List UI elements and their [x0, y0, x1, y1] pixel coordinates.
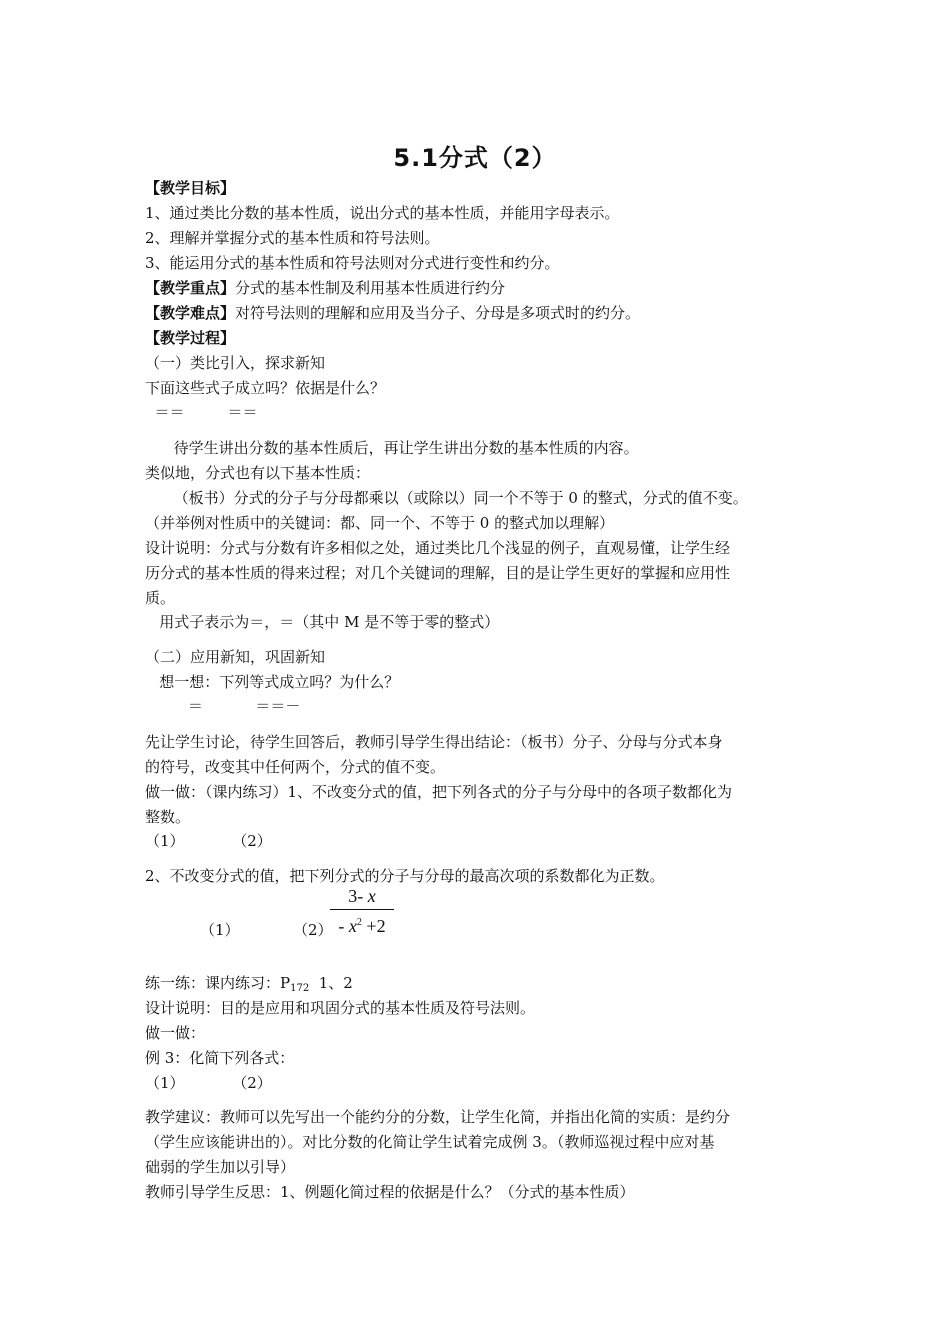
paragraph: 2、不改变分式的值，把下列分式的分子与分母的最高次项的系数都化为正数。 — [145, 867, 665, 885]
paragraph: 用式子表示为＝，＝（其中 M 是不等于零的整式） — [145, 613, 500, 631]
equation-line: ＝＝ ＝＝ — [145, 403, 258, 421]
paragraph: 先让学生讨论，待学生回答后，教师引导学生得出结论：（板书）分子、分母与分式本身 — [145, 733, 723, 751]
paragraph: 教学建议：教师可以先写出一个能约分的分数，让学生化简，并指出化简的实质：是约分 — [145, 1108, 731, 1126]
exercise-label-2: （2） — [293, 921, 333, 939]
objective-1: 1、通过类比分数的基本性质，说出分式的基本性质，并能用字母表示。 — [145, 204, 620, 222]
subsection-1-title: （一）类比引入，探求新知 — [145, 354, 326, 372]
section-heading-objectives: 【教学目标】 — [145, 179, 236, 197]
section-heading-difficulty: 【教学难点】 — [145, 304, 236, 322]
practice-line: 练一练：课内练习：$P_{172}$ 1、2 — [145, 974, 353, 994]
key-point-text: 分式的基本性制及利用基本性质进行约分 — [235, 279, 506, 297]
fraction-numerator: 3- x — [348, 886, 376, 906]
paragraph: 质。 — [145, 589, 176, 607]
paragraph: 的符号，改变其中任何两个，分式的值不变。 — [145, 758, 446, 776]
paragraph: 下面这些式子成立吗？依据是什么？ — [145, 379, 386, 397]
paragraph: 例 3：化简下列各式： — [145, 1049, 295, 1067]
paragraph: 待学生讲出分数的基本性质后，再让学生讲出分数的基本性质的内容。 — [145, 439, 639, 457]
page-title: 5.1分式（2） — [393, 144, 557, 172]
exercise-label-1: （1） — [200, 921, 240, 939]
page-number-subscript: 172 — [290, 983, 310, 994]
section-heading-process: 【教学过程】 — [145, 329, 236, 347]
example-labels: （1） （2） — [145, 1074, 272, 1092]
objective-3: 3、能运用分式的基本性质和符号法则对分式进行变性和约分。 — [145, 254, 560, 272]
paragraph: 做一做： — [145, 1024, 206, 1042]
section-heading-key-point: 【教学重点】 — [145, 279, 236, 297]
equation-line: ＝ ＝＝－ — [145, 697, 301, 715]
paragraph: 教师引导学生反思：1、例题化简过程的依据是什么？（分式的基本性质） — [145, 1183, 635, 1201]
paragraph: 类似地，分式也有以下基本性质： — [145, 464, 371, 482]
paragraph: 历分式的基本性质的得来过程；对几个关键词的理解，目的是让学生更好的掌握和应用性 — [145, 564, 731, 582]
paragraph: 想一想：下列等式成立吗？为什么？ — [145, 673, 400, 691]
exercise-labels: （1） （2） — [145, 832, 272, 850]
key-point-line — [145, 278, 505, 298]
paragraph: 整数。 — [145, 808, 191, 826]
fraction-expression — [330, 885, 394, 934]
paragraph: 设计说明：分式与分数有许多相似之处，通过类比几个浅显的例子，直观易懂，让学生经 — [145, 539, 731, 557]
paragraph: （板书）分式的分子与分母都乘以（或除以）同一个不等于 0 的整式，分式的值不变。 — [145, 489, 748, 507]
difficulty-line — [145, 303, 640, 323]
paragraph: 础弱的学生加以引导） — [145, 1158, 296, 1176]
paragraph: 做一做：（课内练习）1、不改变分式的值，把下列各式的分子与分母中的各项子数都化为 — [145, 783, 733, 801]
subsection-2-title: （二）应用新知，巩固新知 — [145, 648, 326, 666]
fraction-bar — [330, 909, 394, 910]
fraction-denominator: - $x^2 +2$ — [338, 916, 386, 936]
paragraph: （学生应该能讲出的）。对比分数的化简让学生试着完成例 3。（教师巡视过程中应对基 — [145, 1133, 715, 1151]
objective-2: 2、理解并掌握分式的基本性质和符号法则。 — [145, 229, 440, 247]
paragraph: （并举例对性质中的关键词：都、同一个、不等于 0 的整式加以理解） — [145, 514, 615, 532]
paragraph: 设计说明：目的是应用和巩固分式的基本性质及符号法则。 — [145, 999, 536, 1017]
difficulty-text: 对符号法则的理解和应用及当分子、分母是多项式时的约分。 — [235, 304, 641, 322]
